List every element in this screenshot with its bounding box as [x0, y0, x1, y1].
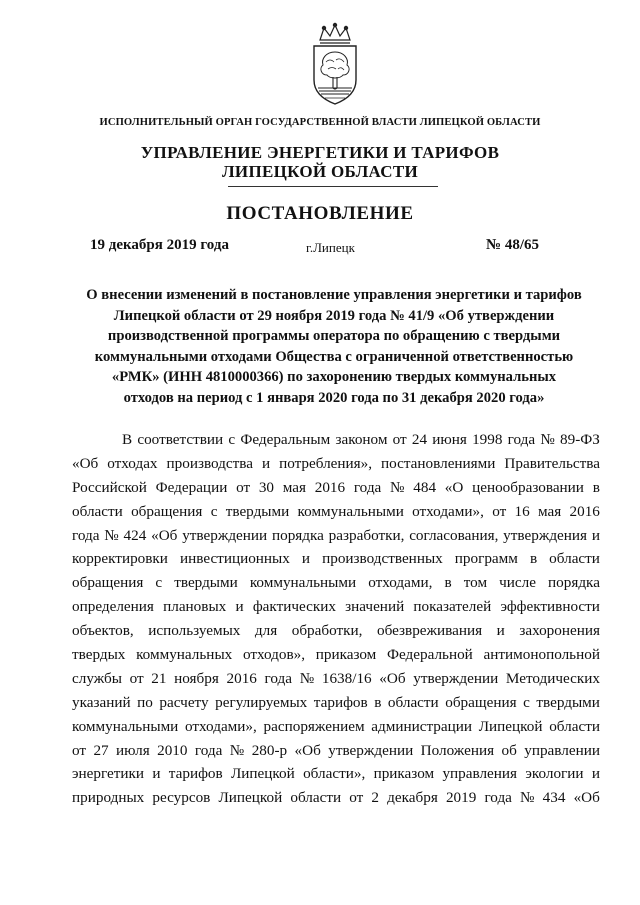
body-word: мая	[538, 502, 562, 520]
subject-line: О внесении изменений в постановление управления энергетики и тарифов	[86, 287, 582, 303]
body-word: том	[463, 574, 488, 592]
body-word: твердыми	[225, 502, 290, 520]
body-word: от	[492, 502, 507, 520]
body-word: управлении	[524, 741, 600, 759]
body-word: области	[290, 789, 342, 807]
body-word: Федерации	[155, 478, 228, 496]
body-word: и	[591, 765, 600, 783]
body-word: программ	[454, 550, 518, 568]
body-word: Липецкой	[231, 765, 295, 783]
body-word: обезвреживания	[376, 622, 483, 640]
body-word: отходами»,	[185, 717, 257, 735]
body-word: Липецкой	[218, 789, 283, 807]
body-word: производства	[166, 454, 253, 472]
body-word: Федеральным	[240, 431, 331, 448]
body-word: 2010	[157, 741, 188, 759]
body-word: «О	[444, 478, 464, 496]
body-word: Российской	[72, 478, 147, 496]
body-word: коммунальными	[249, 574, 357, 592]
body-word: экологии	[525, 765, 584, 783]
body-word: об	[501, 741, 517, 759]
body-word: в	[529, 550, 538, 568]
body-word: порядка	[271, 526, 324, 544]
body-word: обращения	[445, 693, 517, 711]
body-word: «Об	[294, 741, 321, 759]
body-word: с	[523, 693, 530, 711]
body-word: Правительства	[504, 454, 600, 472]
body-word: №	[104, 526, 119, 544]
body-word: Федеральной	[386, 646, 473, 664]
body-word: июня	[432, 431, 467, 448]
body-word: отходов»,	[242, 646, 306, 664]
body-word: распоряжением	[263, 717, 365, 735]
body-word: инвестиционных	[179, 550, 290, 568]
body-word: потребления»,	[279, 454, 373, 472]
body-line	[72, 739, 600, 763]
body-word: природных	[72, 789, 145, 807]
body-line	[72, 691, 600, 715]
body-word: области»,	[303, 765, 366, 783]
body-word: приказом	[315, 646, 377, 664]
body-word: ценообразовании	[472, 478, 584, 496]
body-word: твердых	[72, 646, 126, 664]
body-line	[72, 500, 600, 524]
header-divider	[228, 186, 438, 187]
body-word: №	[520, 789, 535, 807]
body-word: «Об	[151, 526, 178, 544]
body-word: службы	[72, 669, 122, 687]
body-line	[72, 786, 600, 810]
body-word: с	[155, 574, 163, 592]
body-word: эффективности	[500, 598, 600, 616]
body-word: и	[591, 526, 600, 544]
body-word: от	[236, 478, 251, 496]
body-word: ресурсов	[152, 789, 211, 807]
body-line	[72, 547, 600, 571]
body-word: используемых	[148, 622, 241, 640]
body-line	[72, 452, 600, 476]
subject-line: Липецкой области от 29 ноября 2019 года № 41/9 «Об утверждении	[113, 307, 555, 324]
body-word: объектов,	[72, 622, 134, 640]
body-word: области	[549, 550, 600, 568]
body-word: плановых	[163, 598, 227, 616]
body-word: с	[210, 502, 218, 520]
body-word: утверждении	[413, 669, 499, 687]
body-word: по	[137, 693, 153, 711]
body-word: в	[444, 574, 452, 592]
body-word: 30	[258, 478, 275, 496]
department-name	[0, 143, 640, 181]
body-word: для	[254, 622, 278, 640]
body-word: 1998	[472, 431, 503, 448]
body-line	[72, 715, 600, 739]
body-word: года	[72, 526, 100, 544]
body-word: №	[229, 741, 245, 759]
body-word: согласования,	[409, 526, 499, 544]
body-word: расчету	[159, 693, 209, 711]
body-word: 2016	[569, 502, 600, 520]
body-word: коммунальными	[72, 717, 179, 735]
body-word: 89-ФЗ	[560, 431, 600, 448]
body-word: разработки,	[328, 526, 405, 544]
body-word: от	[129, 669, 144, 687]
body-line	[72, 595, 600, 619]
body-word: года	[484, 789, 512, 807]
body-word: года	[264, 669, 293, 687]
body-word: от	[392, 431, 407, 448]
issuer-authority: ИСПОЛНИТЕЛЬНЫЙ ОРГАН ГОСУДАРСТВЕННОЙ ВЛАСТИ ЛИПЕЦКОЙ ОБЛАСТИ	[99, 117, 541, 128]
body-word: порядка	[548, 574, 600, 592]
body-word: июля	[116, 741, 150, 759]
body-word: 484	[413, 478, 437, 496]
body-word: показателей	[413, 598, 492, 616]
body-word: соответствии	[137, 431, 224, 448]
body-word: в	[374, 693, 382, 711]
document-subject	[70, 285, 598, 408]
body-word: твердыми	[174, 574, 238, 592]
document-number: № 48/65	[486, 237, 539, 253]
body-word: и	[261, 454, 271, 472]
body-word: области	[387, 693, 439, 711]
body-word: 2016	[314, 478, 346, 496]
body-word: 2019	[445, 789, 477, 807]
body-word: области	[72, 502, 123, 520]
body-word: 21	[151, 669, 167, 687]
body-word: 424	[123, 526, 147, 544]
body-word: отходами»,	[412, 502, 484, 520]
body-word: тарифов	[168, 765, 223, 783]
document-body	[72, 428, 600, 810]
body-word: отходами,	[368, 574, 433, 592]
body-word: 280-р	[251, 741, 288, 759]
body-word: ноября	[174, 669, 219, 687]
body-word: декабря	[387, 789, 438, 807]
body-word: регулируемых	[215, 693, 308, 711]
body-word: законом	[335, 431, 388, 448]
body-word: отходах	[107, 454, 158, 472]
department-name-line2: ЛИПЕЦКОЙ ОБЛАСТИ	[221, 162, 419, 181]
body-word: «Об	[379, 669, 406, 687]
body-word: производственных	[322, 550, 443, 568]
body-word: твердыми	[536, 693, 600, 711]
body-word: №	[299, 669, 315, 687]
body-line	[72, 643, 600, 667]
body-word: корректировки	[72, 550, 168, 568]
body-word: тарифов	[313, 693, 368, 711]
body-word: антимонопольной	[483, 646, 600, 664]
body-line	[72, 762, 600, 786]
body-line	[72, 571, 600, 595]
document-city: г.Липецк	[306, 240, 355, 255]
body-word: 2	[371, 789, 380, 807]
body-word: обращения	[131, 502, 203, 520]
body-word: мая	[282, 478, 306, 496]
body-word: от	[349, 789, 364, 807]
body-word: 24	[411, 431, 428, 448]
body-word: утверждении	[328, 741, 414, 759]
body-line	[72, 524, 600, 548]
body-line	[72, 667, 600, 691]
body-word: года	[194, 741, 223, 759]
body-word: года	[507, 431, 536, 448]
body-word: года	[353, 478, 382, 496]
body-word: с	[228, 431, 236, 448]
body-word: утверждении	[182, 526, 268, 544]
body-word: коммунальных	[136, 646, 233, 664]
body-line	[72, 619, 600, 643]
body-word: обработки,	[291, 622, 363, 640]
body-word: энергетики	[72, 765, 145, 783]
body-word: 27	[93, 741, 109, 759]
document-date: 19 декабря 2019 года	[90, 237, 229, 253]
body-word: значений	[345, 598, 405, 616]
body-word: определения	[72, 598, 154, 616]
body-word: в	[592, 478, 600, 496]
body-word: 434	[542, 789, 566, 807]
coat-of-arms-icon	[306, 22, 364, 108]
body-line	[72, 476, 600, 500]
body-line	[72, 428, 600, 452]
body-word: указаний	[72, 693, 131, 711]
body-word: и	[496, 622, 505, 640]
body-word: Методических	[505, 669, 600, 687]
body-word: числе	[499, 574, 536, 592]
body-word: захоронения	[519, 622, 600, 640]
body-word: администрации	[371, 717, 473, 735]
department-name-line1: УПРАВЛЕНИЕ ЭНЕРГЕТИКИ И ТАРИФОВ	[140, 143, 500, 162]
document-type: ПОСТАНОВЛЕНИЕ	[226, 203, 414, 224]
body-word: от	[72, 741, 87, 759]
body-word: коммунальными	[297, 502, 404, 520]
body-word: 2016	[226, 669, 257, 687]
body-word: №	[540, 431, 555, 448]
body-word: В	[122, 431, 133, 448]
body-word: 1638/16	[321, 669, 372, 687]
body-word: утверждения	[503, 526, 588, 544]
body-word: и	[152, 765, 161, 783]
subject-line: «РМК» (ИНН 4810000366) по захоронению твердых коммунальных	[111, 369, 557, 385]
body-word: и	[301, 550, 311, 568]
body-word: Положения	[420, 741, 495, 759]
subject-line: отходов на период с 1 января 2020 года по 31 декабря 2020 года»	[123, 389, 545, 406]
body-word: приказом	[373, 765, 435, 783]
body-word: управления	[442, 765, 518, 783]
body-word: постановлениями	[381, 454, 496, 472]
subject-line: коммунальными отходами Общества с ограниченной ответственностью	[94, 348, 574, 365]
body-word: «Об	[72, 454, 99, 472]
body-word: фактических	[252, 598, 336, 616]
body-word: 16	[514, 502, 530, 520]
body-word: Липецкой	[478, 717, 543, 735]
body-word: «Об	[573, 789, 600, 807]
body-word: обращения	[72, 574, 144, 592]
body-word: области	[549, 717, 600, 735]
subject-line: производственной программы оператора по обращению с твердыми	[107, 328, 561, 344]
body-word: и	[235, 598, 244, 616]
body-word: №	[390, 478, 405, 496]
